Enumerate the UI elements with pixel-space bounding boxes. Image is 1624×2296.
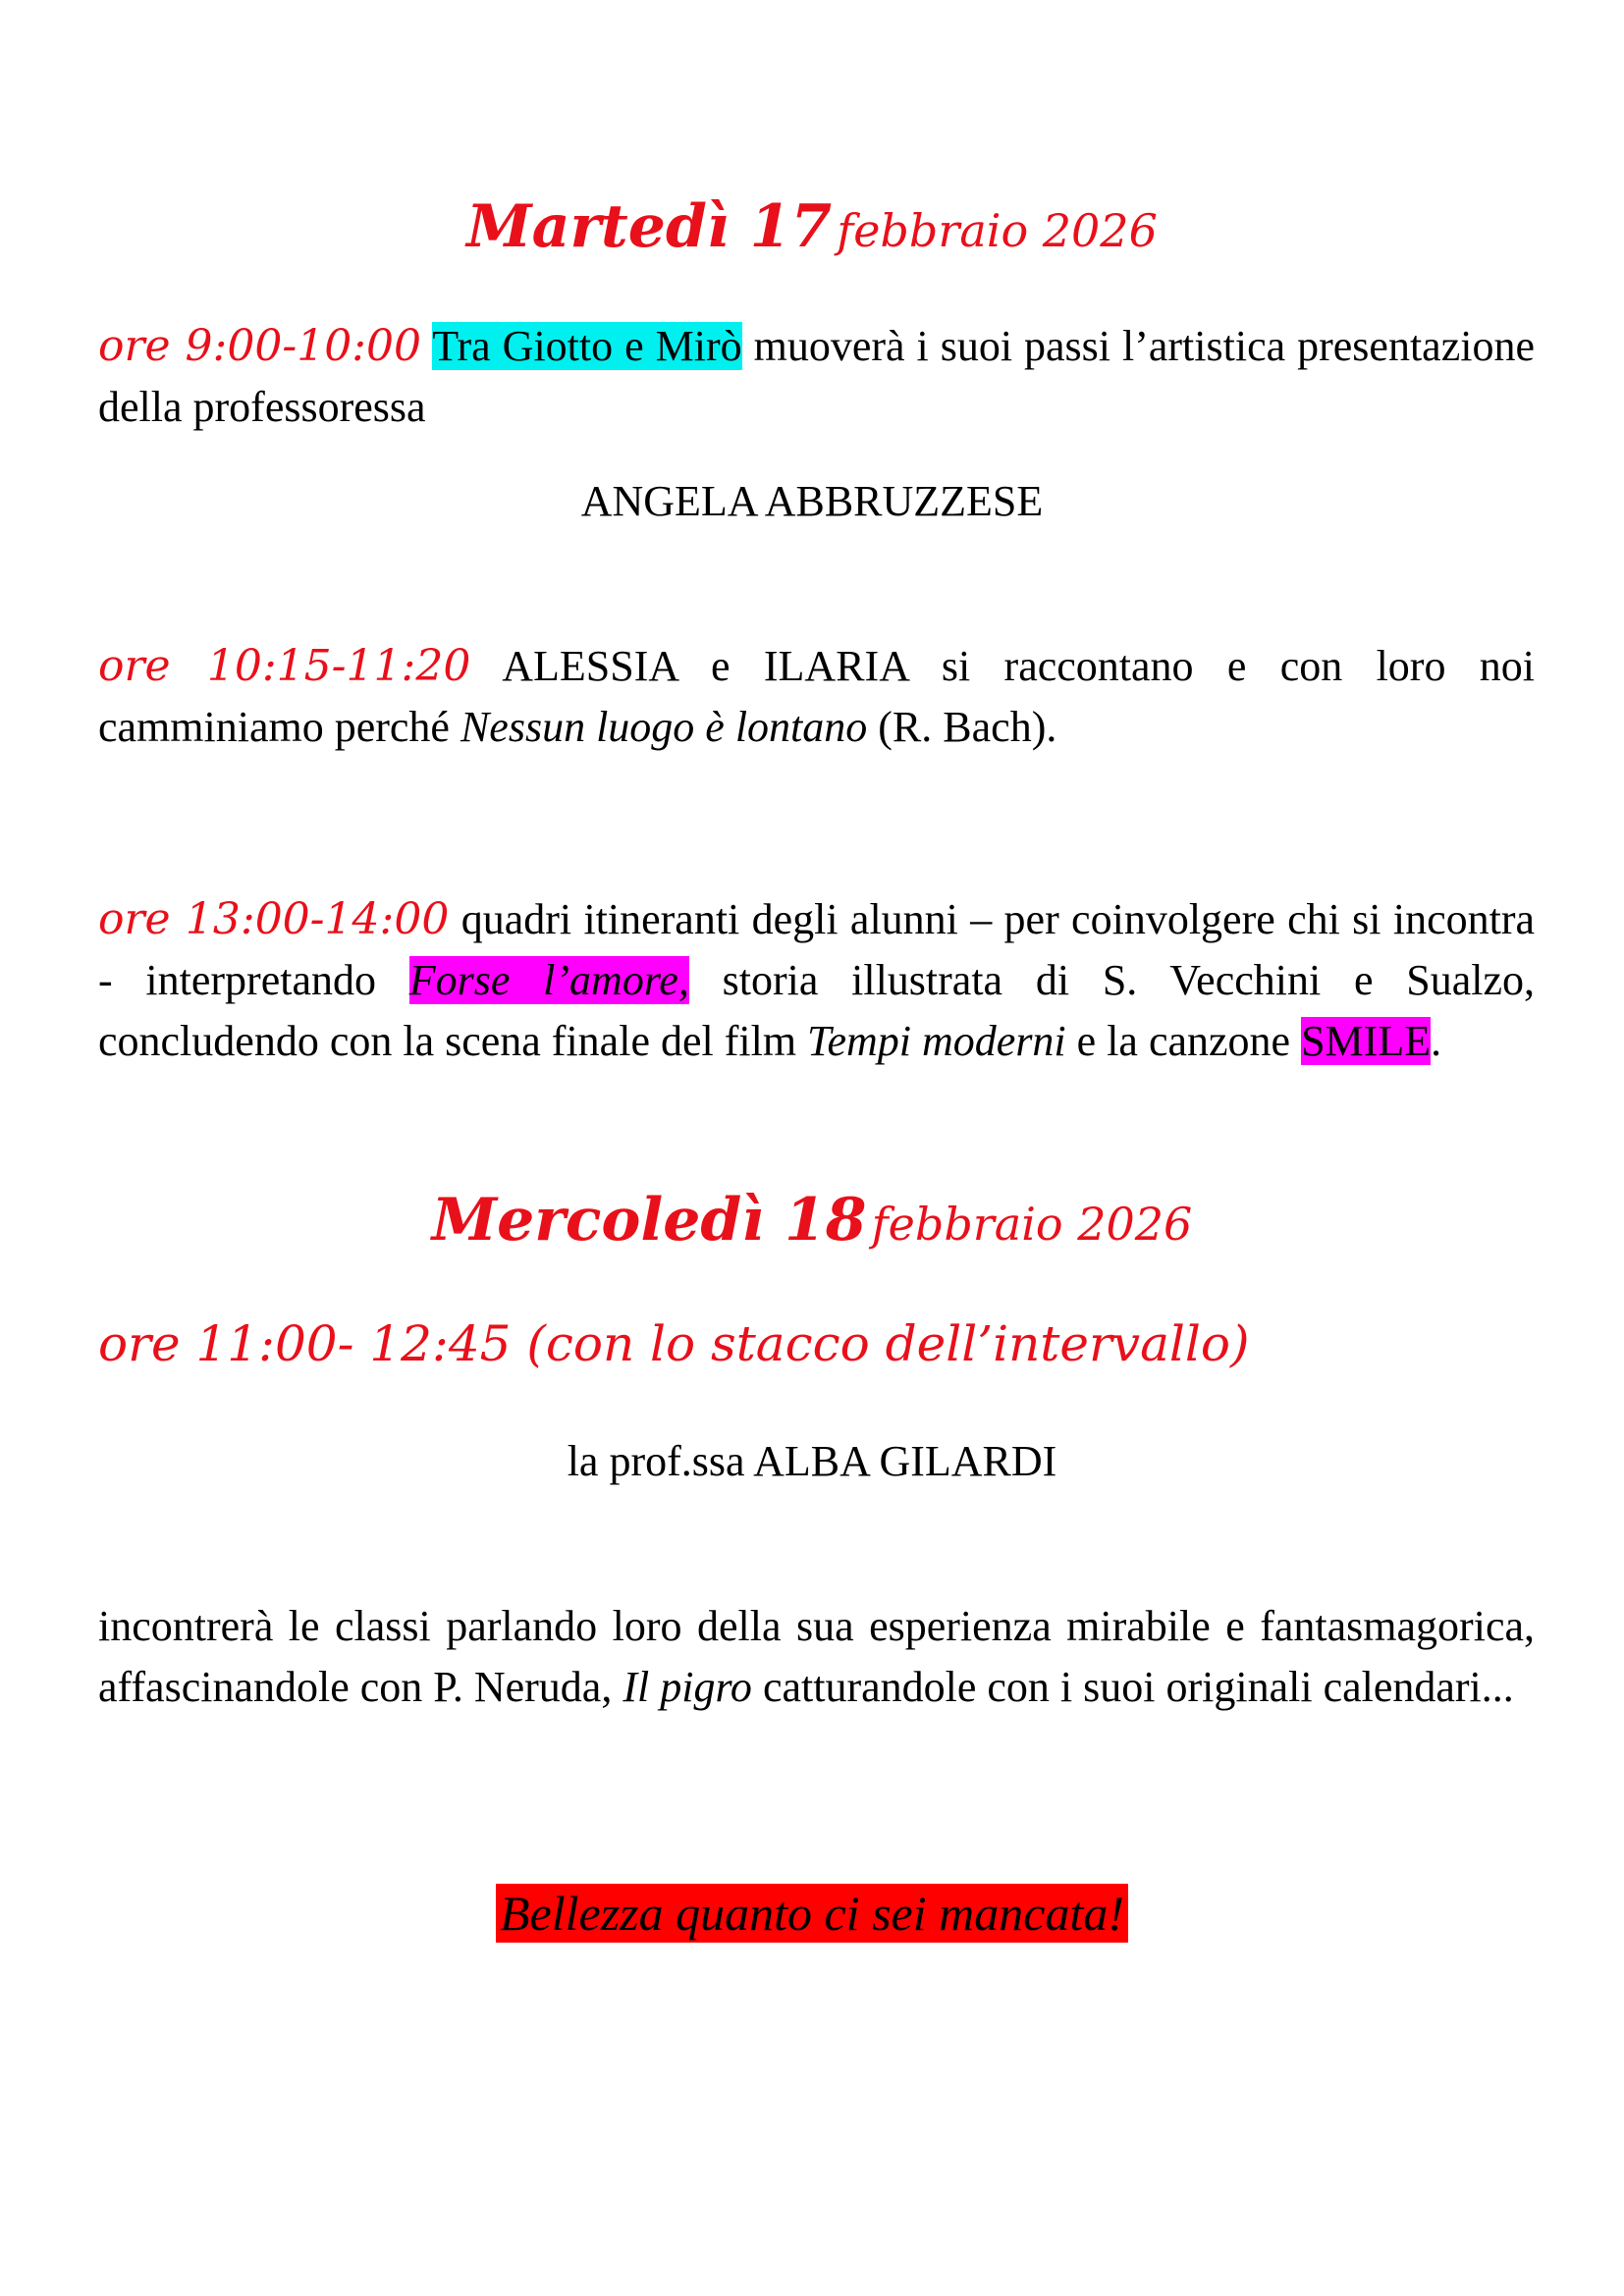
session-4-text-b: catturandole con i suoi originali calendari... [762,1663,1514,1711]
session-2-book-title: Nessun luogo è lontano [460,703,868,751]
session-3-song: SMILE [1301,1017,1432,1065]
wednesday-month-year: febbraio 2026 [871,1198,1193,1251]
wednesday-day-label: Mercoledì 18 [431,1186,867,1255]
session-2-time: ore 10:15-11:20 [98,641,471,691]
closing-line [0,1883,1624,1947]
session-2-paragraph [98,636,1535,758]
session-1-speaker: ANGELA ABBRUZZESE [580,477,1044,525]
session-3-paragraph [98,889,1535,1072]
session-3-period: . [1431,1017,1442,1065]
session-3-text-c: e la canzone [1076,1017,1291,1065]
session-4-text-a: incontrerà le classi parlando loro della sua esperienza mirabile e fantasmagorica, affascinandole con P. Neruda, [98,1602,1535,1711]
tuesday-day-label: Martedì 17 [466,192,833,261]
session-3-time: ore 13:00-14:00 [98,894,450,944]
session-4-time: ore 11:00- 12:45 (con lo stacco dell’intervallo) [98,1315,1250,1372]
session-2-text-before: ALESSIA e ILARIA si raccontano e con loro noi camminiamo perché [98,642,1535,751]
session-4-speaker: la prof.ssa ALBA GILARDI [567,1437,1057,1485]
session-1-title: Tra Giotto e Mirò [432,322,742,370]
session-4-paragraph [98,1596,1535,1718]
session-2-text-after: (R. Bach). [878,703,1057,751]
session-4-work-title: Il pigro [623,1663,752,1711]
session-3-text-a: quadri itineranti degli alunni – per coinvolgere chi si incontra - interpretando [98,895,1535,1004]
tuesday-month-year: febbraio 2026 [837,204,1158,257]
session-1-paragraph [98,316,1535,438]
wednesday-heading [0,1186,1624,1255]
session-3-title-highlight: Forse l’amore, [408,956,689,1004]
session-1-text: muoverà i suoi passi l’artistica presentazione della professoressa [98,322,1535,431]
closing-tagline: Bellezza quanto ci sei mancata! [496,1884,1128,1943]
tuesday-heading [0,192,1624,261]
session-3-film-title: Tempi moderni [807,1017,1066,1065]
session-3-text-b: storia illustrata di S. Vecchini e Sualzo, concludendo con la scena finale del film [98,956,1536,1065]
session-1-time: ore 9:00-10:00 [98,321,421,371]
